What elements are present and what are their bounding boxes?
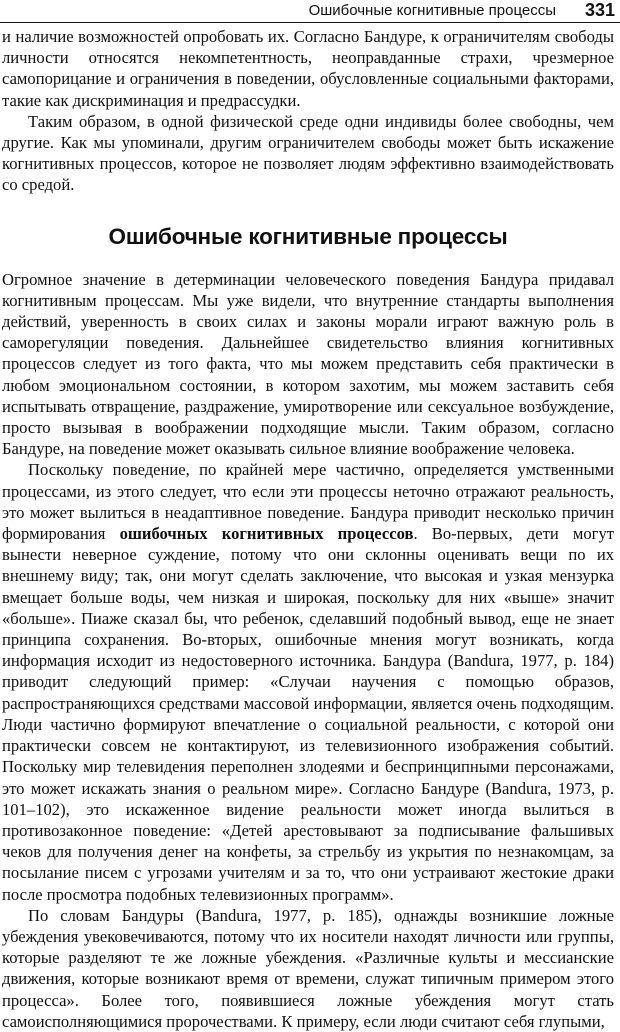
running-head-title: Ошибочные когнитивные процессы: [308, 2, 556, 19]
page-number: 331: [584, 0, 615, 20]
section-heading: Ошибочные когнитивные процессы: [108, 223, 508, 249]
paragraph-5: По словам Бандуры (Bandura, 1977, p. 185), однажды возникшие ложные убеждения увековечиваются, потому что их носители находят личности или группы, которые разделяют те же ложные убеждения. «Различные культы и мессианские движения, которые возникают время от времени, служат типичным примером этого процесса». Более того, появившиеся ложные убеждения могут стать самоисполняющимися пророчествами. К примеру, если люди считают себя глупыми,: [2, 905, 614, 1031]
paragraph-4-text-end: . Во-первых, дети могут вынести неверное суждение, потому что они склонны оценивать вещи по их внешнему виду; так, они могут сделать заключение, что высокая и узкая мензурка вмещает больше воды, чем низкая и широкая, поскольку для них «выше» значит «больше». Пиаже сказал бы, что ребенок, сделавший подобный вывод, еще не знает принципа сохранения. Во-вторых, ошибочные мнения могут возникать, когда информация исходит из недостоверного источника. Бандура (Bandura, 1977, p. 184) приводит следующий пример: «Случаи научения с помощью образов, распространяющихся средствами массовой информации, является очень подходящим. Люди частично формируют впечатление о социальной реальности, с которой они практически совсем не контактируют, из телевизионного изображения событий. Поскольку мир телевидения переполнен злодеями и беспринципными персонажами, это может искажать знания о реальном мире». Согласно Бандуре (Bandura, 1973, p. 101–102), это искаженное видение реальности может иногда вылиться в противозаконное поведение: «Детей арестовывают за подписывание фальшивых чеков для получения денег на конфеты, за стрельбу из укрытия по незнакомцам, за посылание писем с угрозами учителям и за то, что они устраивают жестокие драки после просмотра подобных телевизионных программ».: [2, 524, 614, 904]
paragraph-4-text-start: Поскольку поведение, по крайней мере частично, определяется умственными процессами, из этого следует, что если эти процессы неточно отражают реальность, это может вылиться в неадаптивное поведение. Бандура приводит несколько причин формирования: [2, 460, 614, 544]
paragraph-2: Таким образом, в одной физической среде одни индивиды более свободны, чем другие. Как мы упоминали, другим ограничителем свободы может быть искажение когнитивных процессов, которое не позволяет людям эффективно взаимодействовать со средой.: [2, 111, 614, 195]
paragraph-1: и наличие возможностей опробовать их. Согласно Бандуре, к ограничителям свободы личности относятся некомпетентность, неоправданные страхи, чрезмерное самопорицание и ограничения в поведении, обусловленные социальными факторами, такие как дискриминация и предрассудки.: [2, 27, 614, 110]
paragraph-3: Огромное значение в детерминации человеческого поведения Бандура придавал когнитивным процессам. Мы уже видели, что внутренние стандарты выполнения действий, уверенность в своих силах и законы морали играют важную роль в саморегуляции поведения. Дальнейшее свидетельство влияния когнитивных процессов следует из того факта, что мы можем представить себя практически в любом эмоциональном состоянии, в котором захотим, мы можем заставить себя испытывать отвращение, раздражение, умиротворение или сексуальное возбуждение, просто вызывая в воображении подходящие мысли. Таким образом, согласно Бандуре, на поведение может оказывать сильное влияние воображение человека.: [2, 269, 614, 459]
running-head: [0, 0, 620, 23]
page-body: [2, 26, 614, 1032]
bold-term: ошибочных когнитивных процессов: [119, 524, 414, 544]
paragraph-4: [2, 459, 614, 904]
